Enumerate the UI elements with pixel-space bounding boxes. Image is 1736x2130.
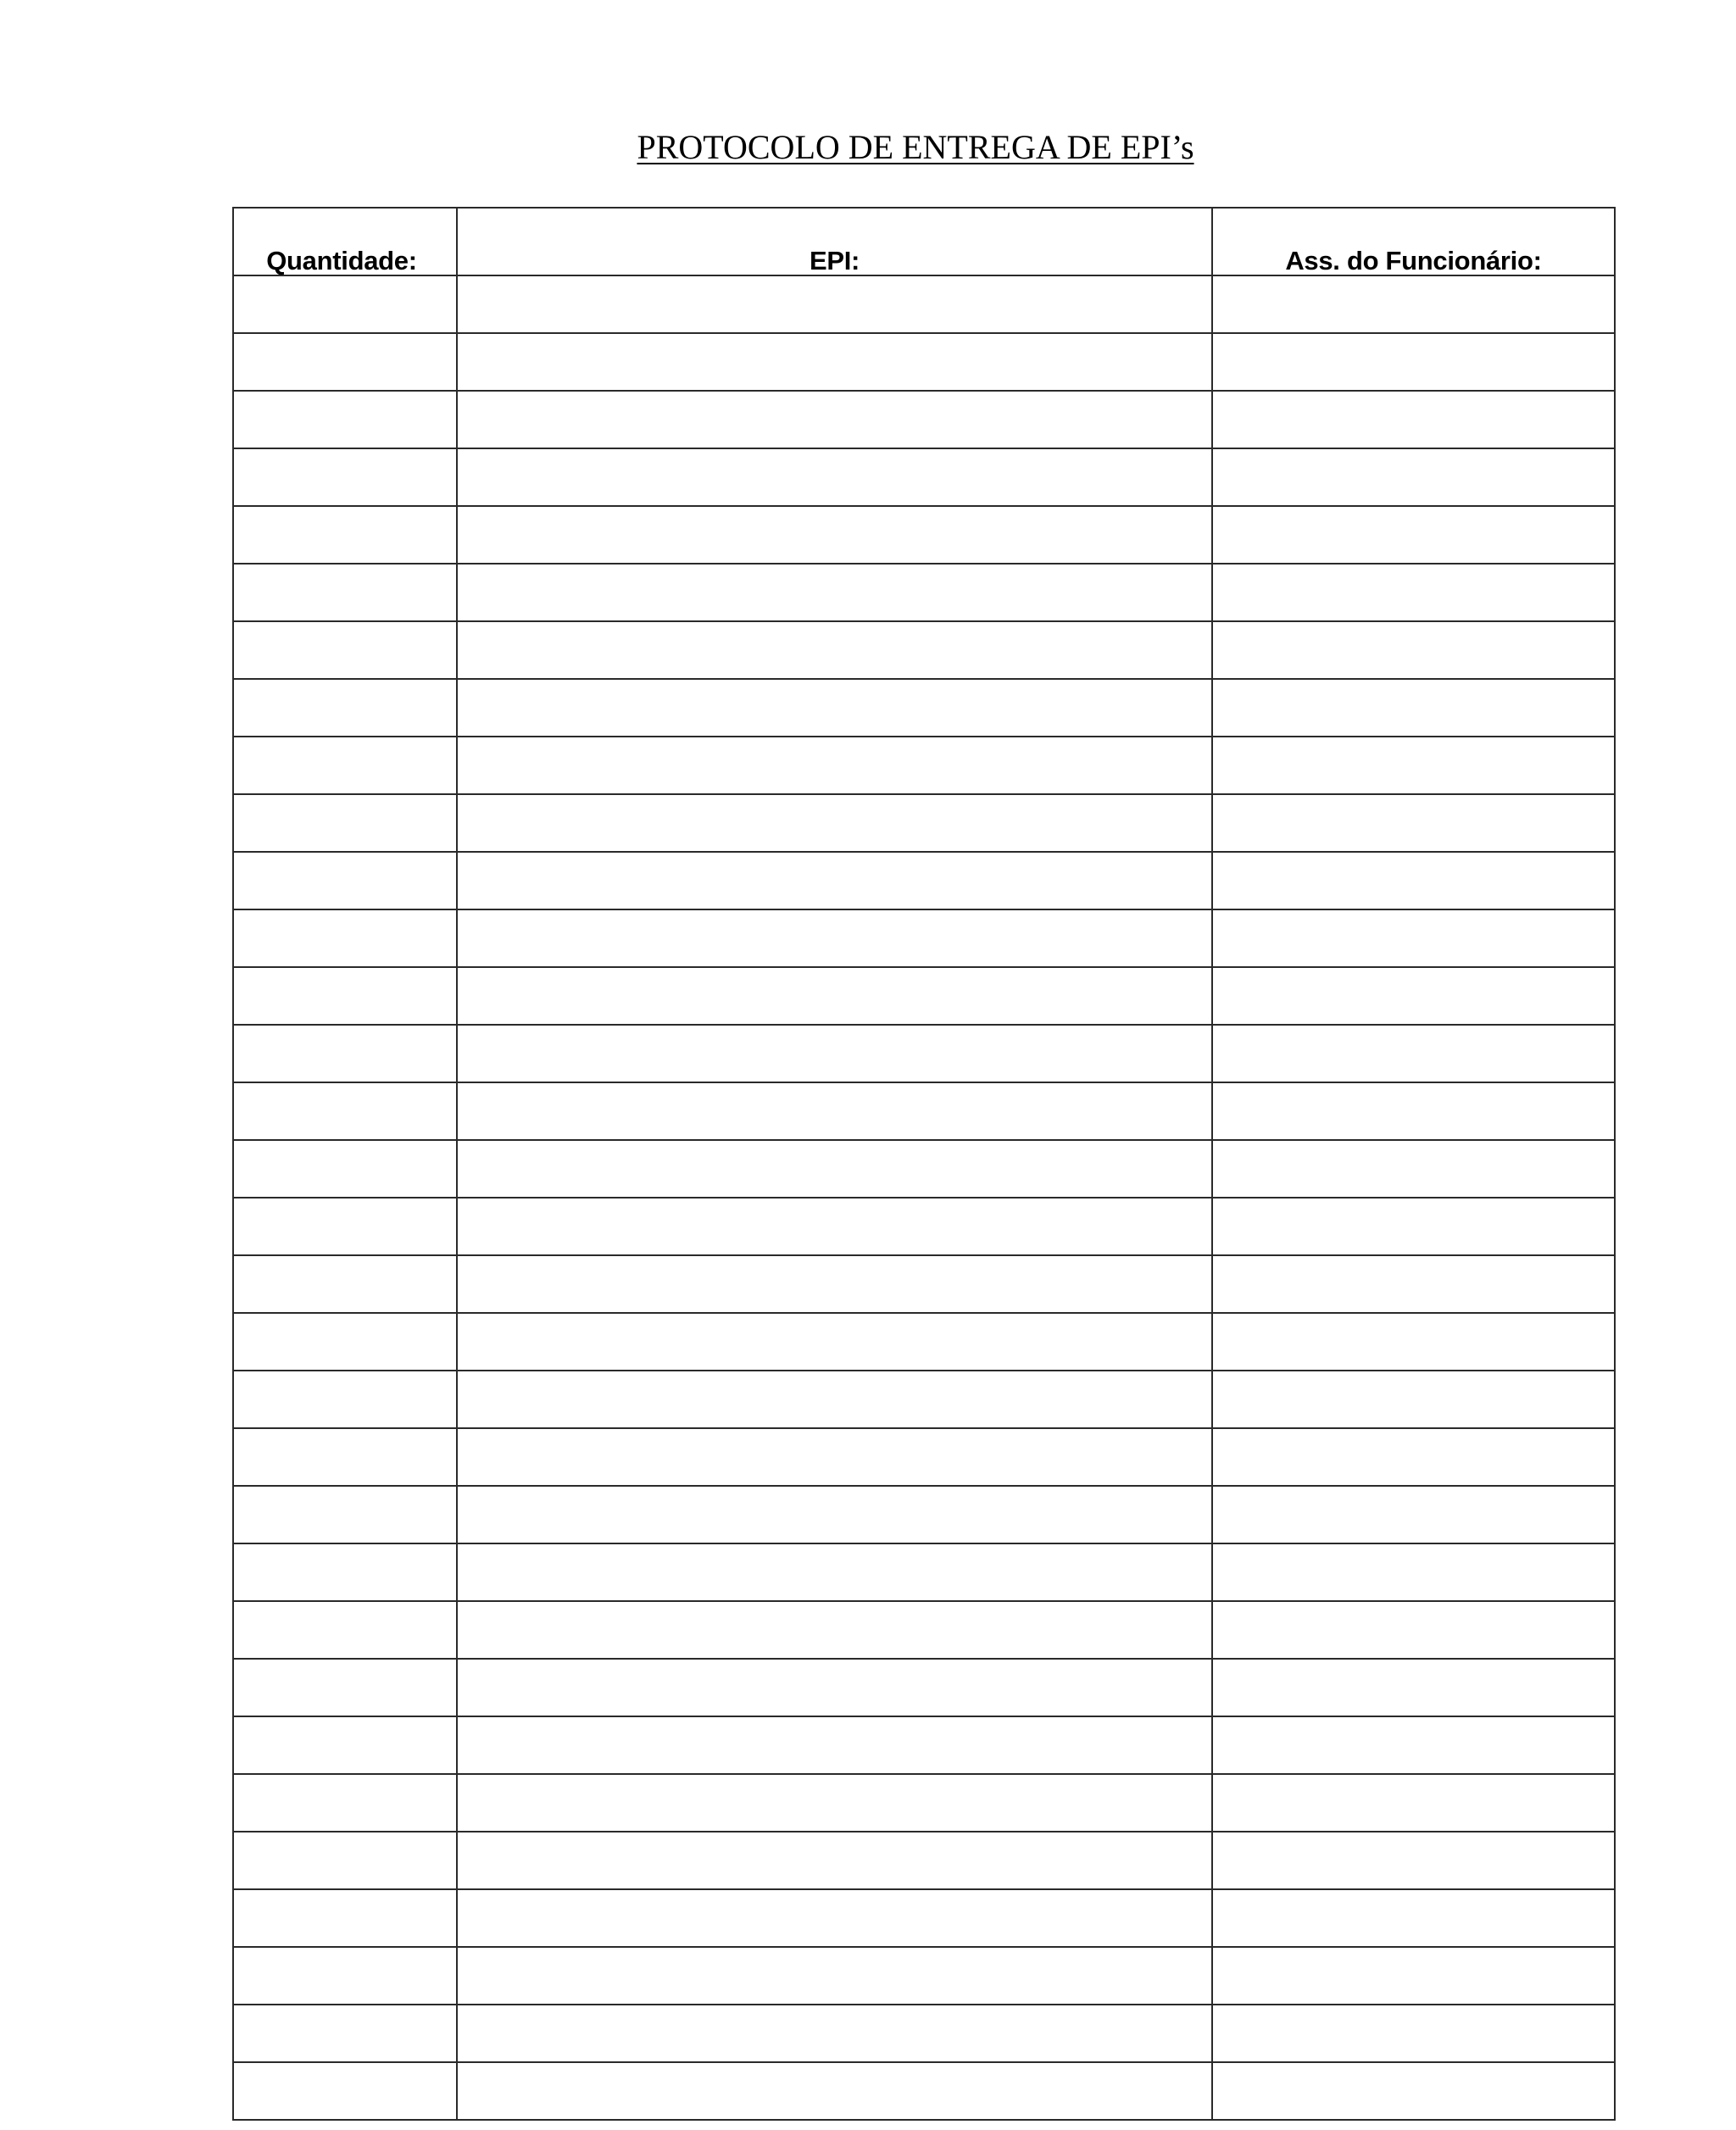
- epi-cell[interactable]: [457, 333, 1212, 391]
- epi-cell[interactable]: [457, 1889, 1212, 1947]
- signature-cell[interactable]: [1212, 1198, 1615, 1255]
- epi-cell[interactable]: [457, 1486, 1212, 1543]
- quantity-cell[interactable]: [233, 1198, 457, 1255]
- table-row: [233, 275, 1615, 333]
- table-row: [233, 1313, 1615, 1371]
- epi-cell[interactable]: [457, 1428, 1212, 1486]
- quantity-cell[interactable]: [233, 506, 457, 564]
- signature-cell[interactable]: [1212, 1774, 1615, 1832]
- table-row: [233, 1716, 1615, 1774]
- signature-cell[interactable]: [1212, 794, 1615, 852]
- quantity-cell[interactable]: [233, 909, 457, 967]
- table-row: [233, 1025, 1615, 1082]
- table-row: [233, 1889, 1615, 1947]
- epi-cell[interactable]: [457, 967, 1212, 1025]
- signature-cell[interactable]: [1212, 1543, 1615, 1601]
- header-epi: EPI:: [457, 208, 1212, 275]
- table-row: [233, 1255, 1615, 1313]
- epi-cell[interactable]: [457, 737, 1212, 794]
- table-row: [233, 967, 1615, 1025]
- epi-cell[interactable]: [457, 1659, 1212, 1716]
- epi-cell[interactable]: [457, 909, 1212, 967]
- epi-cell[interactable]: [457, 2005, 1212, 2062]
- epi-cell[interactable]: [457, 448, 1212, 506]
- epi-cell[interactable]: [457, 1371, 1212, 1428]
- document-title: PROTOCOLO DE ENTREGA DE EPI’s: [637, 128, 1194, 166]
- quantity-cell[interactable]: [233, 564, 457, 621]
- table-row: [233, 737, 1615, 794]
- quantity-cell[interactable]: [233, 1832, 457, 1889]
- table-row: [233, 852, 1615, 909]
- epi-cell[interactable]: [457, 564, 1212, 621]
- epi-cell[interactable]: [457, 1025, 1212, 1082]
- signature-cell[interactable]: [1212, 564, 1615, 621]
- signature-cell[interactable]: [1212, 448, 1615, 506]
- table-row: [233, 2062, 1615, 2120]
- table-row: [233, 794, 1615, 852]
- signature-cell[interactable]: [1212, 1082, 1615, 1140]
- table-row: [233, 1659, 1615, 1716]
- epi-cell[interactable]: [457, 852, 1212, 909]
- epi-cell[interactable]: [457, 1255, 1212, 1313]
- quantity-cell[interactable]: [233, 794, 457, 852]
- quantity-cell[interactable]: [233, 1889, 457, 1947]
- quantity-cell[interactable]: [233, 1140, 457, 1198]
- table-row: [233, 909, 1615, 967]
- quantity-cell[interactable]: [233, 448, 457, 506]
- table-row: [233, 564, 1615, 621]
- table-row: [233, 391, 1615, 448]
- epi-cell[interactable]: [457, 794, 1212, 852]
- table-row: [233, 1428, 1615, 1486]
- table-row: [233, 333, 1615, 391]
- signature-cell[interactable]: [1212, 333, 1615, 391]
- signature-cell[interactable]: [1212, 967, 1615, 1025]
- quantity-cell[interactable]: [233, 2062, 457, 2120]
- signature-cell[interactable]: [1212, 621, 1615, 679]
- epi-cell[interactable]: [457, 1313, 1212, 1371]
- table-row: [233, 1774, 1615, 1832]
- epi-cell[interactable]: [457, 1198, 1212, 1255]
- epi-cell[interactable]: [457, 1601, 1212, 1659]
- table-row: [233, 1082, 1615, 1140]
- signature-cell[interactable]: [1212, 1832, 1615, 1889]
- signature-cell[interactable]: [1212, 1313, 1615, 1371]
- epi-cell[interactable]: [457, 391, 1212, 448]
- signature-cell[interactable]: [1212, 2062, 1615, 2120]
- quantity-cell[interactable]: [233, 1486, 457, 1543]
- table-row: [233, 1140, 1615, 1198]
- quantity-cell[interactable]: [233, 967, 457, 1025]
- epi-cell[interactable]: [457, 275, 1212, 333]
- signature-cell[interactable]: [1212, 506, 1615, 564]
- signature-cell[interactable]: [1212, 909, 1615, 967]
- signature-cell[interactable]: [1212, 1255, 1615, 1313]
- quantity-cell[interactable]: [233, 1543, 457, 1601]
- signature-cell[interactable]: [1212, 1947, 1615, 2005]
- quantity-cell[interactable]: [233, 1255, 457, 1313]
- quantity-cell[interactable]: [233, 852, 457, 909]
- table-row: [233, 1601, 1615, 1659]
- quantity-cell[interactable]: [233, 1774, 457, 1832]
- table-row: [233, 1198, 1615, 1255]
- table-row: [233, 1947, 1615, 2005]
- epi-cell[interactable]: [457, 1082, 1212, 1140]
- quantity-cell[interactable]: [233, 1716, 457, 1774]
- signature-cell[interactable]: [1212, 1601, 1615, 1659]
- table-row: [233, 621, 1615, 679]
- quantity-cell[interactable]: [233, 275, 457, 333]
- quantity-cell[interactable]: [233, 1371, 457, 1428]
- signature-cell[interactable]: [1212, 852, 1615, 909]
- table-row: [233, 1832, 1615, 1889]
- quantity-cell[interactable]: [233, 1313, 457, 1371]
- quantity-cell[interactable]: [233, 1025, 457, 1082]
- table-row: [233, 1543, 1615, 1601]
- quantity-cell[interactable]: [233, 737, 457, 794]
- epi-cell[interactable]: [457, 1716, 1212, 1774]
- epi-cell[interactable]: [457, 1832, 1212, 1889]
- epi-cell[interactable]: [457, 679, 1212, 737]
- table-row: [233, 506, 1615, 564]
- signature-cell[interactable]: [1212, 1889, 1615, 1947]
- epi-cell[interactable]: [457, 1543, 1212, 1601]
- signature-cell[interactable]: [1212, 1486, 1615, 1543]
- signature-cell[interactable]: [1212, 737, 1615, 794]
- quantity-cell[interactable]: [233, 1082, 457, 1140]
- signature-cell[interactable]: [1212, 1428, 1615, 1486]
- signature-cell[interactable]: [1212, 275, 1615, 333]
- quantity-cell[interactable]: [233, 391, 457, 448]
- table-header-row: [233, 208, 1615, 275]
- table-row: [233, 2005, 1615, 2062]
- table-row: [233, 1486, 1615, 1543]
- epi-delivery-table: [232, 207, 1616, 2121]
- epi-cell[interactable]: [457, 1774, 1212, 1832]
- signature-cell[interactable]: [1212, 391, 1615, 448]
- quantity-cell[interactable]: [233, 1659, 457, 1716]
- table-row: [233, 679, 1615, 737]
- epi-cell[interactable]: [457, 2062, 1212, 2120]
- table-row: [233, 1371, 1615, 1428]
- quantity-cell[interactable]: [233, 621, 457, 679]
- signature-cell[interactable]: [1212, 1716, 1615, 1774]
- quantity-cell[interactable]: [233, 1601, 457, 1659]
- header-quantity: Quantidade:: [233, 208, 457, 275]
- quantity-cell[interactable]: [233, 2005, 457, 2062]
- signature-cell[interactable]: [1212, 1025, 1615, 1082]
- table-row: [233, 448, 1615, 506]
- quantity-cell[interactable]: [233, 333, 457, 391]
- signature-cell[interactable]: [1212, 1659, 1615, 1716]
- signature-cell[interactable]: [1212, 1140, 1615, 1198]
- signature-cell[interactable]: [1212, 679, 1615, 737]
- header-signature: Ass. do Funcionário:: [1212, 208, 1615, 275]
- quantity-cell[interactable]: [233, 679, 457, 737]
- epi-cell[interactable]: [457, 506, 1212, 564]
- epi-cell[interactable]: [457, 1140, 1212, 1198]
- signature-cell[interactable]: [1212, 2005, 1615, 2062]
- epi-cell[interactable]: [457, 621, 1212, 679]
- epi-cell[interactable]: [457, 1947, 1212, 2005]
- table-body: [233, 275, 1615, 2120]
- quantity-cell[interactable]: [233, 1428, 457, 1486]
- quantity-cell[interactable]: [233, 1947, 457, 2005]
- signature-cell[interactable]: [1212, 1371, 1615, 1428]
